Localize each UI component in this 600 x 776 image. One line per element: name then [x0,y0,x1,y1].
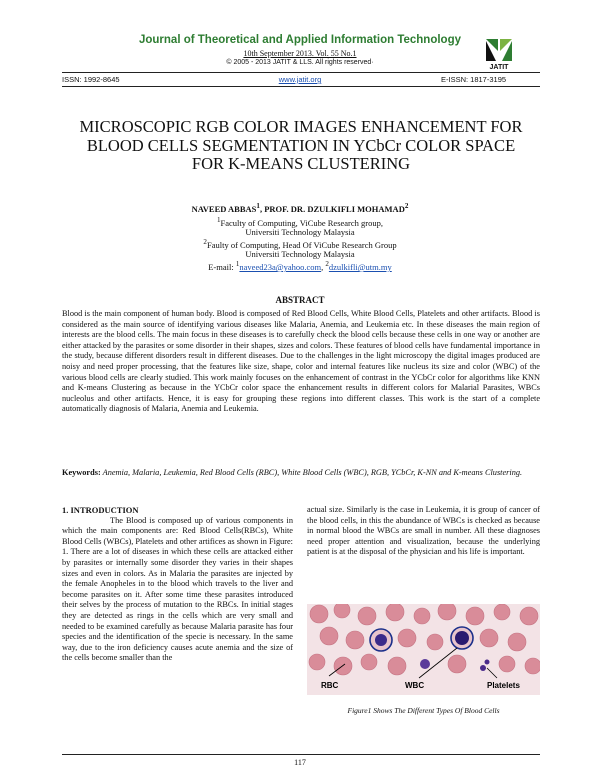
intro-left-column [62,505,293,664]
header-rule-bottom [62,86,540,87]
intro-right-column: actual size. Similarly is the case in Leukemia, it is group of cancer of the blood cells, in this the abundance of WBCs is checked as because in normal blood the WBCs are small in number. All these diagnoses need proper attention and visualization, because the underlying patient is at the disposal of the physician and his life is important. [307,505,540,557]
email-link-1[interactable]: naveed23a@yahoo.com [239,261,322,272]
paper-title [62,118,540,174]
author-name: , PROF. DR. DZULKIFLI MOHAMAD [259,203,405,214]
affil-sup: 2 [203,238,207,246]
figure-caption: Figure1 Shows The Different Types Of Blood Cells [347,706,500,715]
footer-rule [62,754,540,755]
journal-title: Journal of Theoretical and Applied Information Technology [138,34,462,46]
affil-sup: 1 [216,216,221,224]
section-heading: 1. INTRODUCTION [62,505,139,515]
title-line: MICROSCOPIC RGB COLOR IMAGES ENHANCEMENT FOR [79,117,523,136]
journal-website-link[interactable]: www.jatit.org [278,75,322,84]
issue-line: 10th September 2013. Vol. 55 No.1 [243,49,357,58]
copyright-line: © 2005 - 2013 JATIT & LLS. All rights reserved· [226,59,374,66]
title-line: BLOOD CELLS SEGMENTATION IN YCbCr COLOR SPACE [86,135,516,155]
affiliation-2b: Universiti Technology Malaysia [245,249,355,259]
abstract-body: Blood is the main component of human body. Blood is composed of Red Blood Cells, White Blood Cells, Platelets and other artifacts. Blood is considered as the main source of identifying various diseases like Malaria, Anemia, and Leukemia etc. In these diseases the main region of interests are the blood cells. The main focus in these diseases is to carefully check the blood cells because these cells in one way or another are either attacked by the parasites or some disorder in their shapes, sizes and colors. These features of blood cells have fundamental importance in the study, because different disorders result in different diseases. Due to the challenges in the light microscopy the digital images produced are noisy and need proper processing, that the features like size, shape, color and internal features like nucleus its size and color (WBC) of the various blood cells are clearly studied. This work mainly focuses on the enhancement of contrast in the YCbCr color for algorithms like KNN and K-means Clustering as because in the YCbCr color space the enhancement results in different colors for Malarial Parasites, WBCs nucleolus and other artifacts. Hence, it is easy for grouping these regions into different classes. This work is the start of a complete automatically diagnosis of Malaria, Anemia and Leukemia. [62,309,540,414]
keywords-label: Keywords: [62,468,101,477]
email-sup: 2 [325,260,329,268]
keywords [62,468,540,479]
affil-text: Faulty of Computing, Head Of ViCube Research Group [206,239,397,250]
issn-print: ISSN: 1992-8645 [62,75,120,84]
affiliation-1b: Universiti Technology Malaysia [245,227,355,237]
author-sup: 1 [256,202,260,210]
logo-text: JATIT [489,64,509,71]
email-line [0,260,600,272]
figure-label: WBC [405,681,425,690]
page-number: 117 [294,758,306,767]
jatit-logo [480,37,518,71]
intro-paragraph: The Blood is composed up of various components in which the main components are: Red Blood Cells(RBCs), White Blood Cells (WBCs), Platelets and other artifices as shown in Figure: 1. There are a lot of diseases in which these cells are attacked either by parasites or internally some disorder they varies in their shapes sizes and even in colors. As in Malaria the parasites are injected by the female Anopheles in to the blood which travels to the liver and become parasites on it. After some time these parasites introduced their selves by the process of mutation to the RBCs. In initial stages they are detected as rings in the cells which are very small and needed to be examined carefully as because Malaria parasite has four species and the identification of the specie is necessary. In the same way, due to the iron deficiency causes acute anemia and the size of the cells become smaller than the [62,515,293,663]
figure-label: RBC [321,681,339,690]
keywords-text: Anemia, Malaria, Leukemia, Red Blood Cells (RBC), White Blood Cells (WBC), RGB, YCbCr, K-NN and K-means Clustering. [100,468,523,477]
figure-label: Platelets [487,681,520,690]
author-sup: 2 [404,202,409,210]
author-name: NAVEED ABBAS [191,203,257,214]
email-sep: , [321,261,326,272]
affil-text: Faculty of Computing, ViCube Research group, [220,217,383,228]
author-line [0,202,600,214]
blood-cells-figure [307,604,540,695]
email-label: E-mail: [208,261,236,272]
email-sup: 1 [235,260,240,268]
issn-electronic: E-ISSN: 1817-3195 [441,75,507,84]
title-line: FOR K-MEANS CLUSTERING [191,154,411,173]
abstract-heading: ABSTRACT [275,295,325,305]
header-rule [62,72,540,73]
email-link-2[interactable]: dzulkifli@utm.my [328,261,392,272]
